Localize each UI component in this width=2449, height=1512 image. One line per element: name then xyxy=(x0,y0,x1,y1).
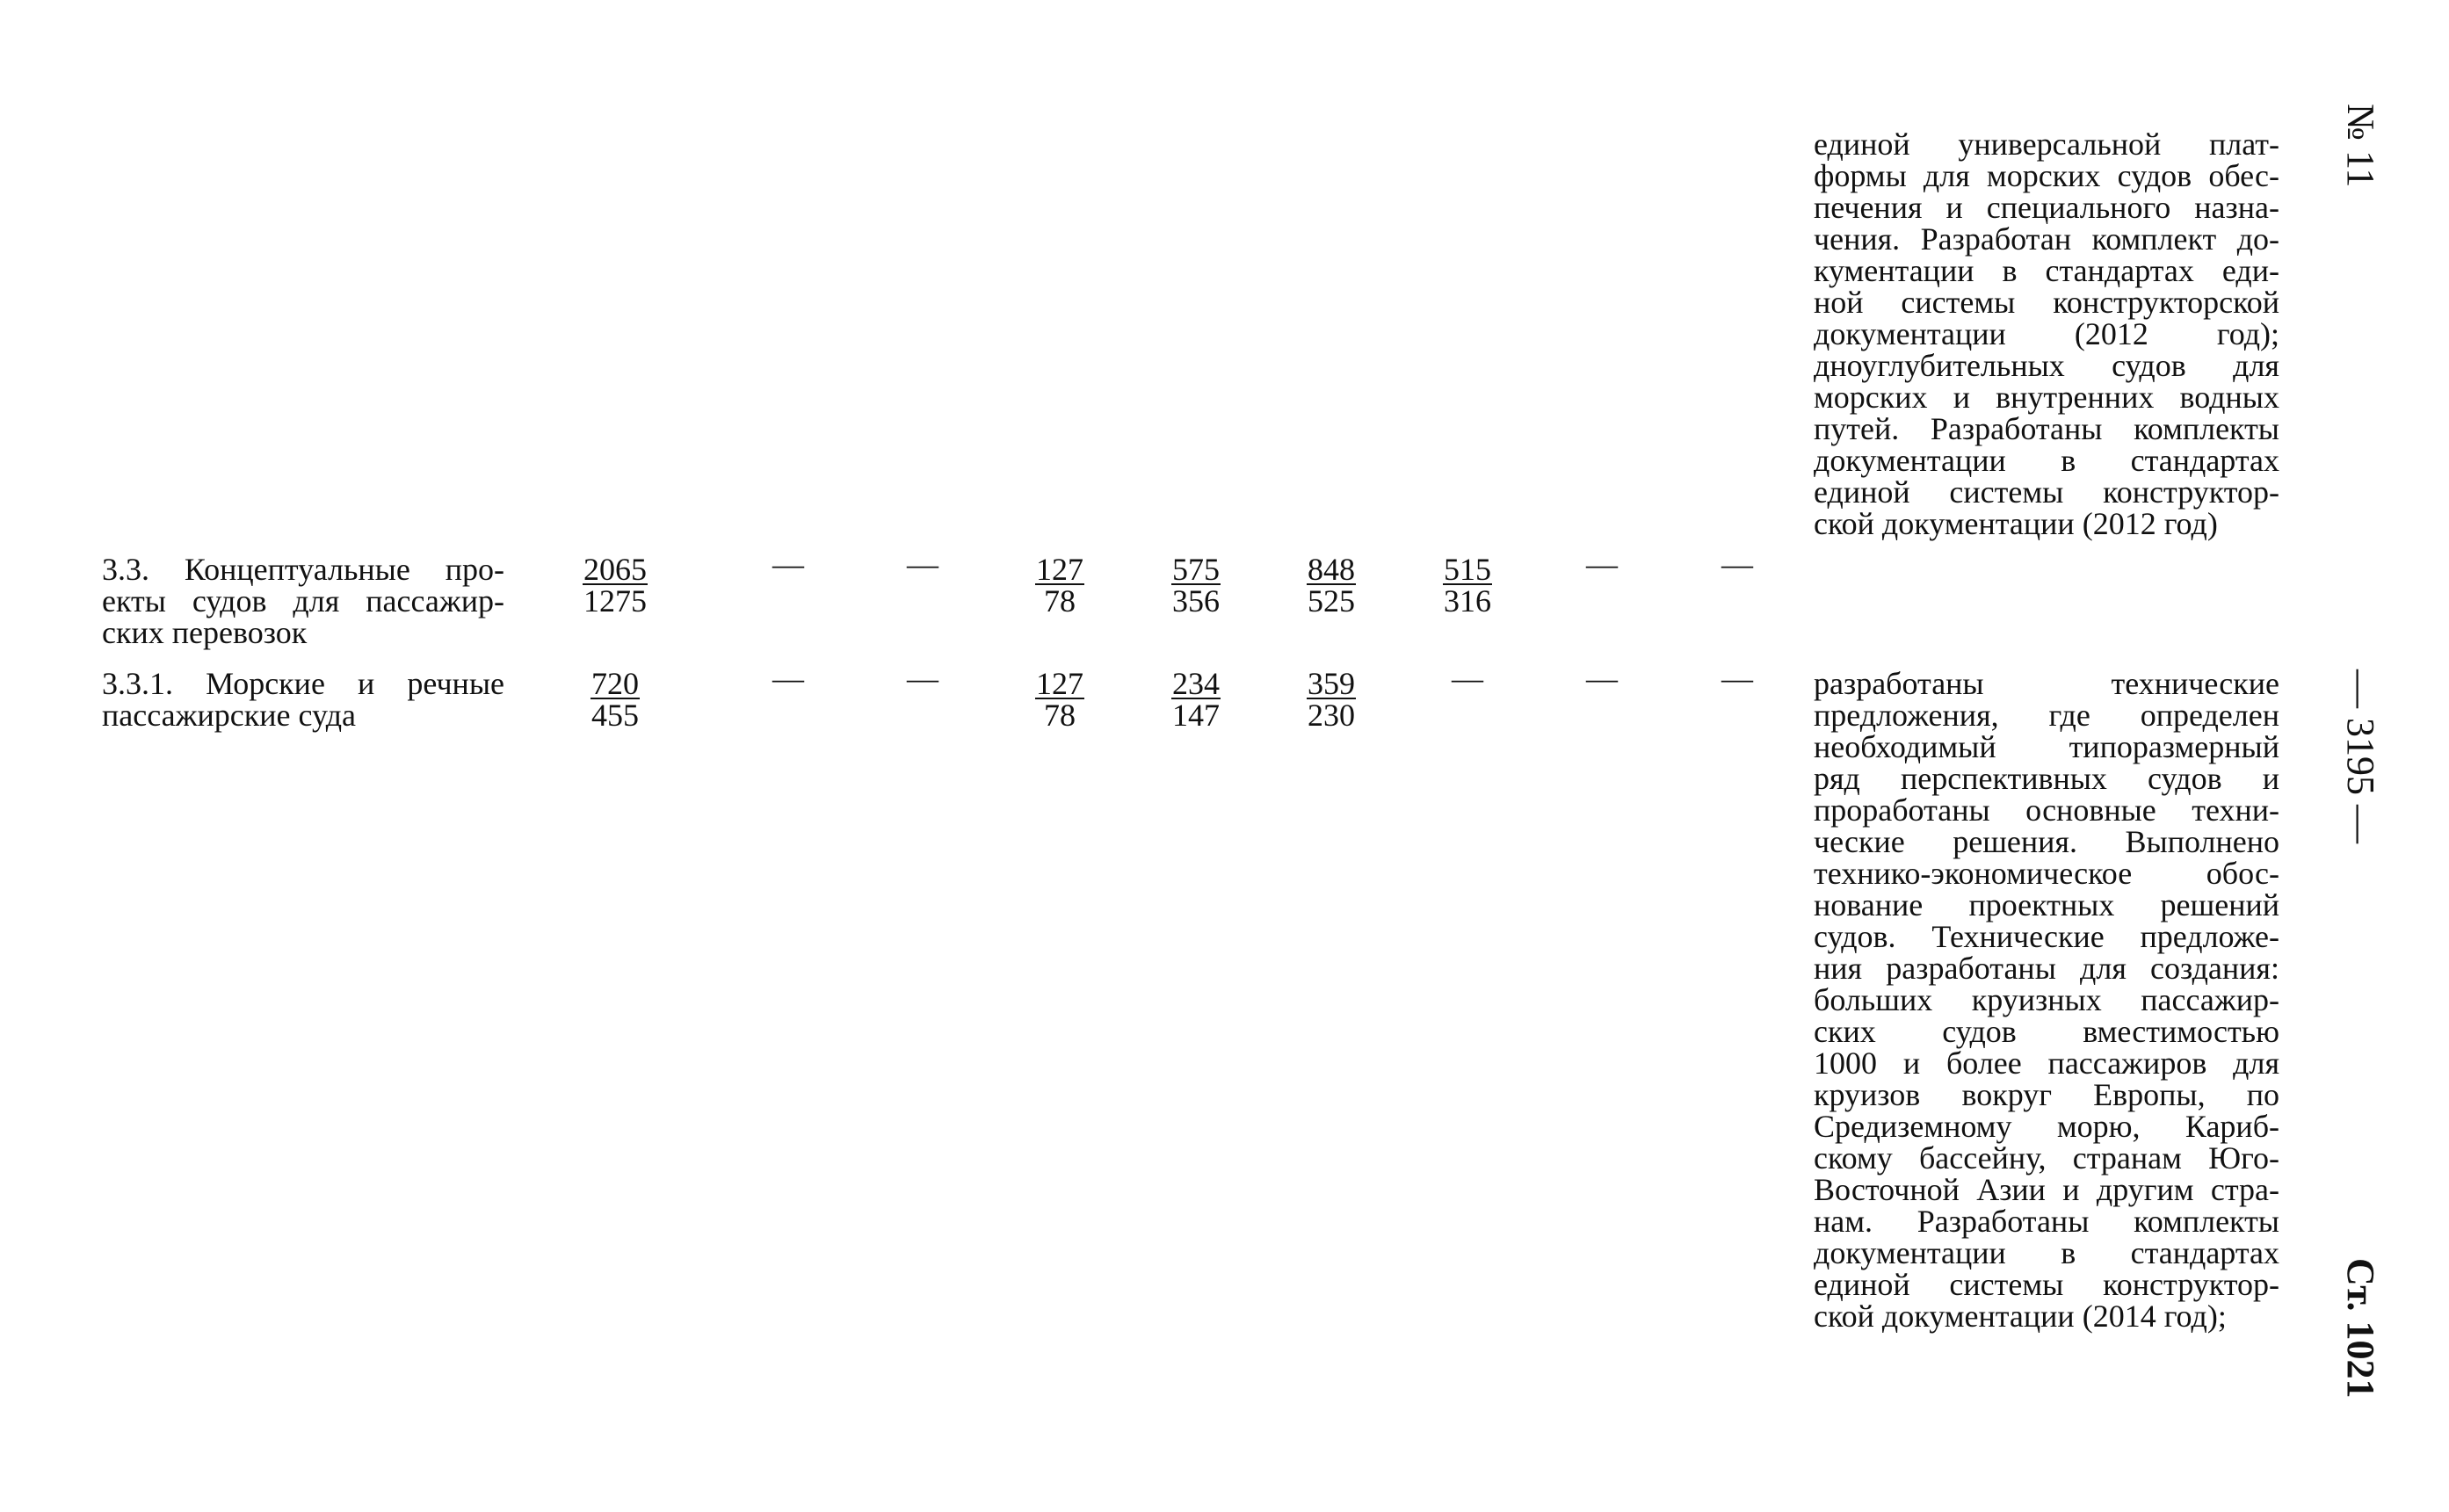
value-cell xyxy=(1283,668,1380,731)
text-line: единой универсальной плат- xyxy=(1814,127,2279,162)
value-cell xyxy=(1283,553,1380,617)
empty-dash-cell: — xyxy=(772,546,804,582)
total-value-cell xyxy=(567,668,663,731)
empty-dash-cell: — xyxy=(1721,661,1753,696)
numerator: 234 xyxy=(1172,666,1220,701)
text-line: документации (2012 год); xyxy=(1814,316,2279,351)
total-value-cell xyxy=(567,553,663,617)
note-line: единой системы конструктор- xyxy=(1814,1267,2279,1302)
text-line: формы для морских судов обес- xyxy=(1814,158,2279,193)
note-line: нование проектных решений xyxy=(1814,887,2279,922)
article-number: Ст. 1021 xyxy=(2339,1258,2382,1399)
note-line: разработаны технические xyxy=(1814,666,2279,701)
note-line: судов. Технические предложе- xyxy=(1814,919,2279,954)
text-line: ской документации (2012 год) xyxy=(1814,506,2218,541)
text-line: чения. Разработан комплект до- xyxy=(1814,221,2279,257)
label-line: 3.3. Концептуальные про- xyxy=(102,552,504,587)
label-line: екты судов для пассажир- xyxy=(102,583,504,619)
denominator: 1275 xyxy=(583,583,647,619)
note-line: предложения, где определен xyxy=(1814,698,2279,733)
note-line: больших круизных пассажир- xyxy=(1814,982,2279,1017)
numerator: 575 xyxy=(1172,552,1220,587)
denominator: 455 xyxy=(591,698,639,733)
text-line: ной системы конструкторской xyxy=(1814,285,2279,320)
issue-number: № 11 xyxy=(2339,104,2382,188)
numerator: 2065 xyxy=(583,552,647,587)
text-line: дноуглубительных судов для xyxy=(1814,348,2279,383)
note-line: необходимый типоразмерный xyxy=(1814,729,2279,764)
denominator: 78 xyxy=(1044,583,1076,619)
text-line: печения и специального назна- xyxy=(1814,190,2279,225)
value-cell xyxy=(1419,553,1516,617)
empty-dash-cell: — xyxy=(1452,661,1483,696)
denominator: 525 xyxy=(1308,583,1355,619)
label-line: 3.3.1. Морские и речные xyxy=(102,666,504,701)
numerator: 848 xyxy=(1308,552,1355,587)
note-line: ских судов вместимостью xyxy=(1814,1014,2279,1049)
empty-dash-cell: — xyxy=(772,661,804,696)
numerator: 359 xyxy=(1308,666,1355,701)
page-number: — 3195 — xyxy=(2339,669,2382,843)
text-line: единой системы конструктор- xyxy=(1814,474,2279,510)
empty-dash-cell: — xyxy=(907,661,938,696)
note-line: круизов вокруг Европы, по xyxy=(1814,1077,2279,1112)
note-line: Восточной Азии и другим стра- xyxy=(1814,1172,2279,1207)
note-line: документации в стандартах xyxy=(1814,1235,2279,1270)
row-label-3-3-1 xyxy=(102,668,504,731)
text-line: документации в стандартах xyxy=(1814,443,2279,478)
text-line: путей. Разработаны комплекты xyxy=(1814,411,2279,446)
denominator: 316 xyxy=(1444,583,1491,619)
note-line: 1000 и более пассажиров для xyxy=(1814,1045,2279,1081)
note-line: проработаны основные техни- xyxy=(1814,792,2279,828)
value-cell xyxy=(1148,668,1244,731)
value-cell xyxy=(1148,553,1244,617)
note-line: ряд перспективных судов и xyxy=(1814,761,2279,796)
text-line: кументации в стандартах еди- xyxy=(1814,253,2279,288)
denominator: 147 xyxy=(1172,698,1220,733)
empty-dash-cell: — xyxy=(1721,546,1753,582)
numerator: 720 xyxy=(591,666,639,701)
note-line: скому бассейну, странам Юго- xyxy=(1814,1140,2279,1176)
empty-dash-cell: — xyxy=(1586,661,1618,696)
numerator: 127 xyxy=(1036,552,1083,587)
empty-dash-cell: — xyxy=(907,546,938,582)
note-line: ния разработаны для создания: xyxy=(1814,951,2279,986)
note-line: ческие решения. Выполнено xyxy=(1814,824,2279,859)
numerator: 127 xyxy=(1036,666,1083,701)
denominator: 230 xyxy=(1308,698,1355,733)
value-cell xyxy=(1011,668,1108,731)
denominator: 78 xyxy=(1044,698,1076,733)
row-label-3-3 xyxy=(102,553,504,648)
continuation-text xyxy=(1814,128,2279,539)
row-note-3-3-1 xyxy=(1814,668,2279,1332)
note-line: Средиземному морю, Кариб- xyxy=(1814,1109,2279,1144)
note-line: нам. Разработаны комплекты xyxy=(1814,1204,2279,1239)
note-line: технико-экономическое обос- xyxy=(1814,856,2279,891)
note-line: ской документации (2014 год); xyxy=(1814,1299,2227,1334)
label-line: пассажирские суда xyxy=(102,698,357,733)
text-line: морских и внутренних водных xyxy=(1814,380,2279,415)
label-line: ских перевозок xyxy=(102,615,308,650)
denominator: 356 xyxy=(1172,583,1220,619)
value-cell xyxy=(1011,553,1108,617)
numerator: 515 xyxy=(1444,552,1491,587)
empty-dash-cell: — xyxy=(1586,546,1618,582)
